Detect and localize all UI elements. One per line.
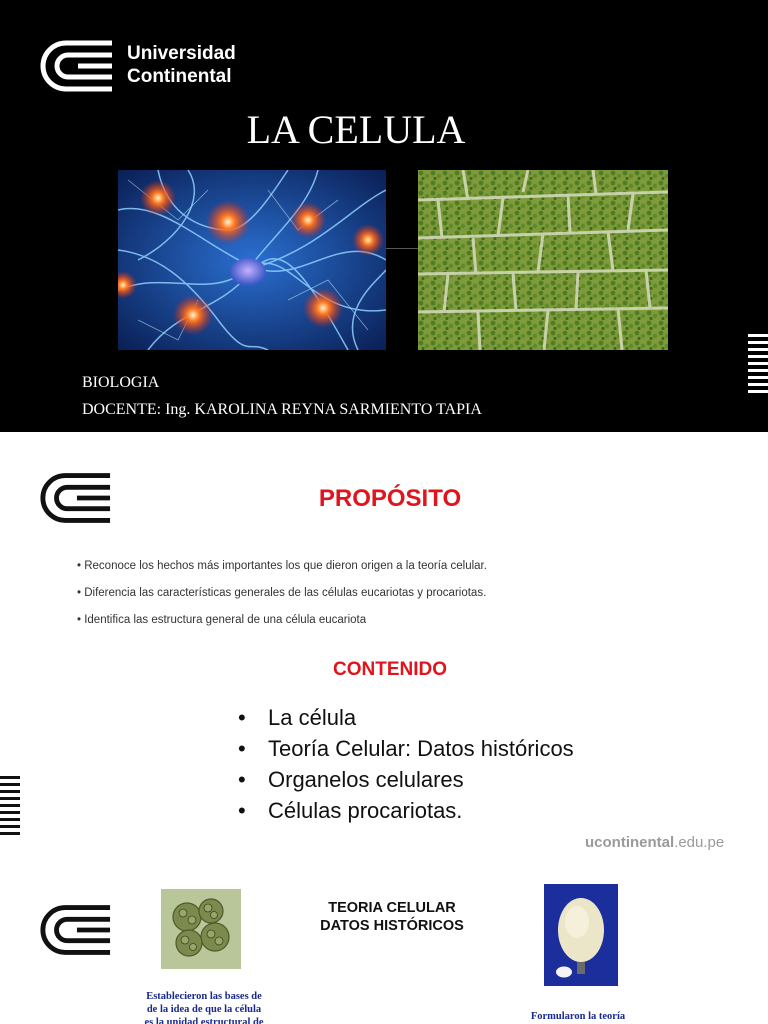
decorative-stripes-icon <box>748 334 768 397</box>
purpose-heading: PROPÓSITO <box>318 485 462 512</box>
cell-micrograph-image <box>161 889 241 969</box>
content-list <box>238 702 574 826</box>
left-caption: Establecieron las bases de de la idea de que la célula es la unidad estructural de <box>144 991 264 1024</box>
image-connector-line <box>386 248 418 249</box>
universidad-continental-logo-icon <box>38 902 112 958</box>
universidad-continental-logo-icon <box>38 38 114 94</box>
purpose-item: • Diferencia las características generales de las células eucariotas y procariotas. <box>77 587 487 599</box>
title-line2: DATOS HISTÓRICOS <box>320 918 464 934</box>
list-item: • Organelos celulares <box>238 767 464 792</box>
decorative-stripes-icon <box>0 776 20 839</box>
brand-name <box>127 42 236 88</box>
subject-label: BIOLOGIA <box>82 374 160 391</box>
slide-title-text: LA CELULA <box>246 107 466 152</box>
plant-cells-microscope-image <box>418 170 668 350</box>
purpose-item: • Reconoce los hechos más importantes los que dieron origen a la teoría celular. <box>77 560 487 572</box>
brand-line1: Universidad <box>127 43 236 64</box>
neuron-network-image <box>118 170 386 350</box>
website-link[interactable]: ucontinental.edu.pe <box>585 834 725 851</box>
universidad-continental-logo-icon <box>38 470 112 526</box>
content-heading: CONTENIDO <box>333 659 447 680</box>
list-item: • Células procariotas. <box>238 798 463 823</box>
list-item: • Teoría Celular: Datos históricos <box>238 736 574 761</box>
right-caption: Formularon la teoría <box>530 1011 626 1022</box>
teacher-label: DOCENTE: Ing. KAROLINA REYNA SARMIENTO TAPIA <box>82 401 482 418</box>
brand-line2: Continental <box>127 66 232 87</box>
list-item: • La célula <box>238 705 357 730</box>
slide-title <box>0 0 768 432</box>
egg-image <box>544 884 618 986</box>
slide-purpose <box>0 432 768 864</box>
title-line1: TEORIA CELULAR <box>328 900 456 916</box>
cell-theory-title <box>292 899 492 935</box>
purpose-item: • Identifica las estructura general de una célula eucariota <box>77 614 367 626</box>
slide-cell-theory <box>0 864 768 1024</box>
